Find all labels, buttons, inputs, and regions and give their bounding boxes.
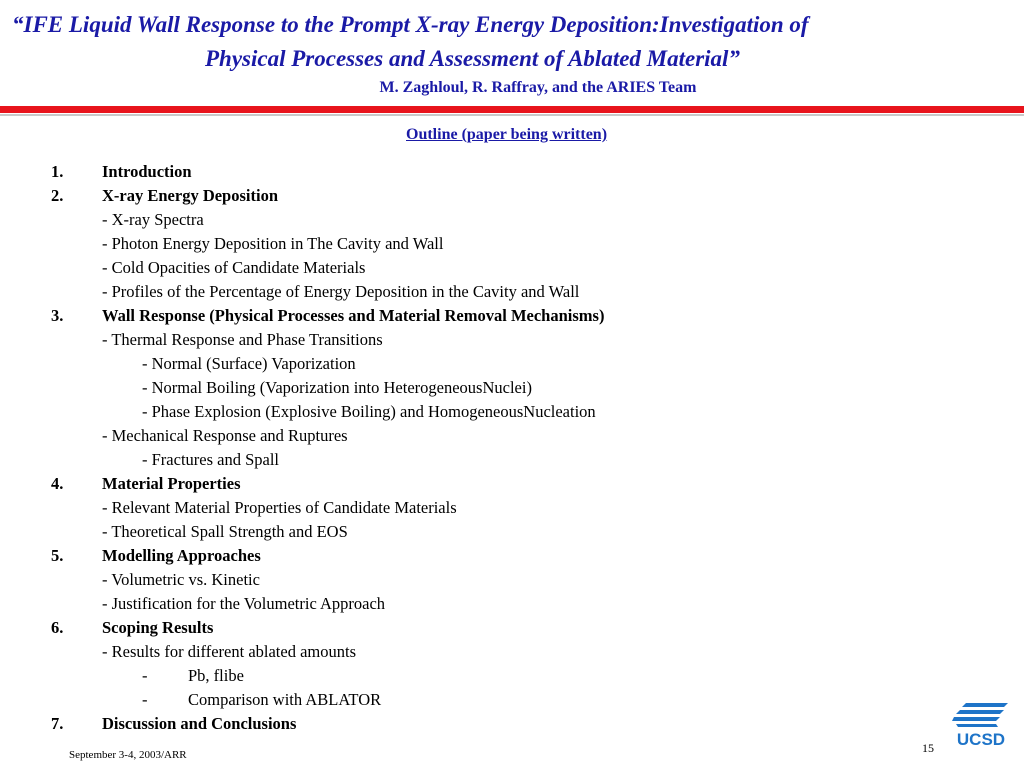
subsection-text: - Thermal Response and Phase Transitions — [102, 330, 383, 349]
subsection-row — [0, 208, 1024, 232]
section-number: 5. — [51, 546, 64, 565]
subsection-row — [0, 328, 1024, 352]
ucsd-logo — [948, 700, 1014, 750]
subsection-text: - Theoretical Spall Strength and EOS — [102, 522, 348, 541]
title-line-1: “IFE Liquid Wall Response to the Prompt X-ray Energy Deposition:Investigation of — [12, 12, 809, 37]
section-row — [0, 472, 1024, 496]
subsection-text: - X-ray Spectra — [102, 210, 204, 229]
section-number: 2. — [51, 186, 64, 205]
subsection-row — [0, 592, 1024, 616]
subsection-text: - Volumetric vs. Kinetic — [102, 570, 260, 589]
section-title: Modelling Approaches — [102, 546, 261, 565]
section-row — [0, 712, 1024, 736]
subsection-text: - Mechanical Response and Ruptures — [102, 426, 348, 445]
section-number: 7. — [51, 714, 64, 733]
subsection-text: - Justification for the Volumetric Approach — [102, 594, 386, 613]
section-title: Wall Response (Physical Processes and Material Removal Mechanisms) — [102, 306, 605, 325]
section-row — [0, 616, 1024, 640]
subsection-text: - Profiles of the Percentage of Energy Deposition in the Cavity and Wall — [102, 282, 580, 301]
subsection-row — [0, 496, 1024, 520]
outline-list — [0, 160, 1024, 736]
logo-text: UCSD — [956, 730, 1006, 749]
footer-date: September 3-4, 2003/ARR — [69, 749, 187, 761]
section-row — [0, 304, 1024, 328]
bullet-row — [0, 664, 1024, 688]
section-title: Introduction — [102, 162, 192, 181]
subsection-row — [0, 280, 1024, 304]
subsection-text: - Results for different ablated amounts — [102, 642, 357, 661]
red-divider — [0, 106, 1024, 113]
gray-divider — [0, 114, 1024, 116]
section-title: Scoping Results — [102, 618, 214, 637]
bullet-text: Pb, flibe — [188, 666, 244, 685]
section-title: X-ray Energy Deposition — [102, 186, 278, 205]
subsubsection-row — [0, 352, 1024, 376]
section-row — [0, 184, 1024, 208]
subsubsection-text: - Phase Explosion (Explosive Boiling) and HomogeneousNucleation — [142, 402, 596, 421]
bullet-row — [0, 688, 1024, 712]
bullet-text: Comparison with ABLATOR — [188, 690, 382, 709]
page-number: 15 — [922, 741, 934, 755]
section-number: 3. — [51, 306, 64, 325]
section-title: Discussion and Conclusions — [102, 714, 297, 733]
subsubsection-text: - Fractures and Spall — [142, 450, 280, 469]
section-row — [0, 544, 1024, 568]
authors: M. Zaghloul, R. Raffray, and the ARIES Team — [379, 79, 697, 96]
section-number: 4. — [51, 474, 64, 493]
section-title: Material Properties — [102, 474, 241, 493]
section-number: 1. — [51, 162, 64, 181]
section-row — [0, 160, 1024, 184]
bullet-dash: - — [142, 690, 148, 709]
section-number: 6. — [51, 618, 64, 637]
subsubsection-row — [0, 376, 1024, 400]
subsection-row — [0, 520, 1024, 544]
subsection-row — [0, 568, 1024, 592]
subsection-row — [0, 256, 1024, 280]
subsection-text: - Photon Energy Deposition in The Cavity and Wall — [102, 234, 444, 253]
subsection-text: - Cold Opacities of Candidate Materials — [102, 258, 366, 277]
bullet-dash: - — [142, 666, 148, 685]
subsection-row — [0, 232, 1024, 256]
subsection-row — [0, 640, 1024, 664]
subsubsection-row — [0, 400, 1024, 424]
outline-heading: Outline (paper being written) — [406, 126, 608, 143]
title-line-2: Physical Processes and Assessment of Ablated Material” — [205, 46, 740, 71]
subsubsection-text: - Normal (Surface) Vaporization — [142, 354, 356, 373]
subsubsection-row — [0, 448, 1024, 472]
subsection-text: - Relevant Material Properties of Candidate Materials — [102, 498, 457, 517]
subsection-row — [0, 424, 1024, 448]
subsubsection-text: - Normal Boiling (Vaporization into HeterogeneousNuclei) — [142, 378, 532, 397]
